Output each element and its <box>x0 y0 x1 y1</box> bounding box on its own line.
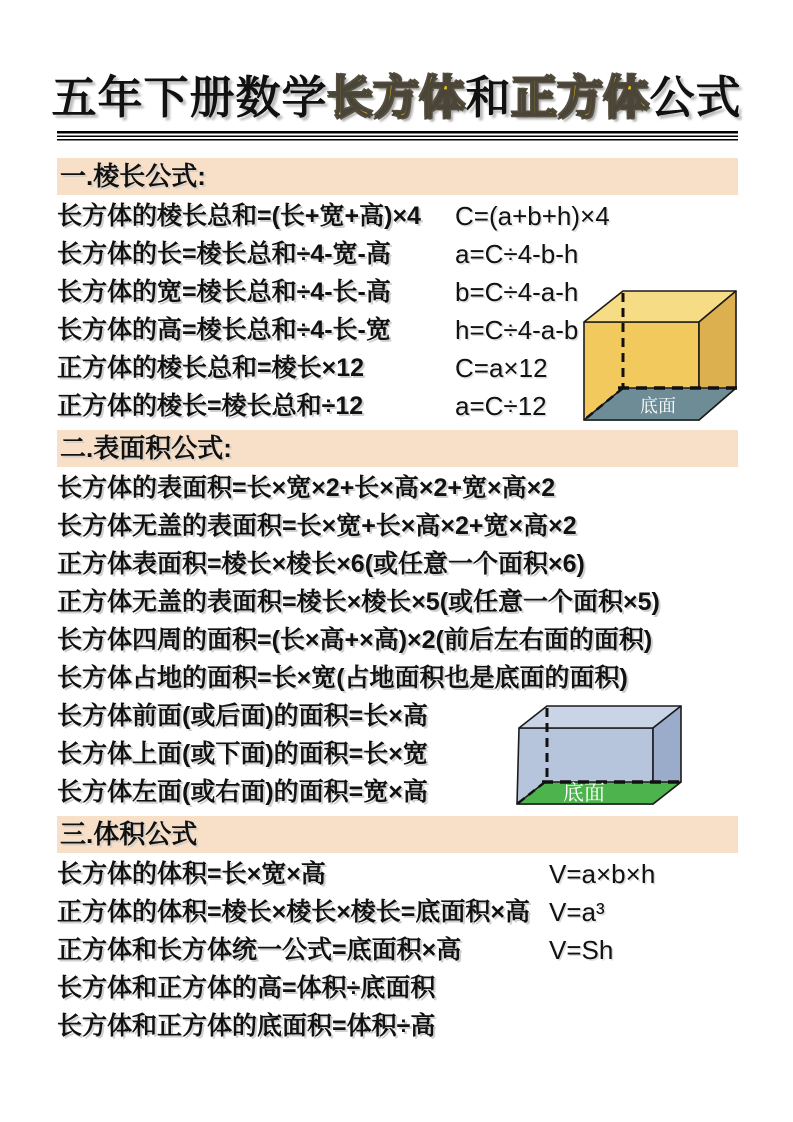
section-heading-surface-area: 二.表面积公式: <box>57 430 738 467</box>
formula-row <box>57 197 738 235</box>
formula-row <box>57 969 738 1007</box>
formula-symbolic: V=Sh <box>549 935 614 965</box>
formula-text: 正方体和长方体统一公式=底面积×高 <box>57 936 462 964</box>
volume-formula-list <box>57 855 738 1045</box>
title-prefix: 五年下册数学 <box>51 72 328 123</box>
cube-figure <box>578 284 740 426</box>
formula-row <box>57 1007 738 1045</box>
formula-symbolic: C=a×12 <box>455 353 548 383</box>
formula-row <box>57 469 738 507</box>
formula-text: 长方体的长=棱长总和÷4-宽-高 <box>57 240 391 268</box>
section-heading-volume: 三.体积公式 <box>57 816 738 853</box>
formula-text: 长方体和正方体的高=体积÷底面积 <box>57 974 436 1002</box>
formula-row <box>57 621 738 659</box>
formula-row <box>57 507 738 545</box>
prism-bottom-face-label: 底面 <box>563 782 605 805</box>
formula-symbolic: a=C÷12 <box>455 391 547 421</box>
formula-text: 正方体表面积=棱长×棱长×6(或任意一个面积×6) <box>57 550 585 578</box>
formula-row <box>57 545 738 583</box>
formula-text: 正方体的棱长=棱长总和÷12 <box>57 392 364 420</box>
formula-text: 长方体的棱长总和=(长+宽+高)×4 <box>57 202 421 230</box>
section-heading-edge-length: 一.棱长公式: <box>57 158 738 195</box>
title-highlight-cube: 正方体 <box>511 72 650 123</box>
formula-symbolic: V=a³ <box>549 897 605 927</box>
formula-text: 长方体无盖的表面积=长×宽+长×高×2+宽×高×2 <box>57 512 577 540</box>
formula-text: 长方体的表面积=长×宽×2+长×高×2+宽×高×2 <box>57 474 556 502</box>
formula-symbolic: b=C÷4-a-h <box>455 277 579 307</box>
formula-text: 长方体的体积=长×宽×高 <box>57 860 326 888</box>
formula-text: 正方体无盖的表面积=棱长×棱长×5(或任意一个面积×5) <box>57 588 660 616</box>
formula-row <box>57 583 738 621</box>
formula-text: 长方体占地的面积=长×宽(占地面积也是底面的面积) <box>57 664 628 692</box>
prism-figure <box>512 700 688 810</box>
formula-text: 长方体的高=棱长总和÷4-长-宽 <box>57 316 391 344</box>
formula-row <box>57 659 738 697</box>
title-highlight-cuboid: 长方体 <box>327 72 466 123</box>
formula-row <box>57 931 738 969</box>
cube-bottom-face-label: 底面 <box>640 396 676 416</box>
formula-text: 长方体四周的面积=(长×高+×高)×2(前后左右面的面积) <box>57 626 653 654</box>
page-title <box>0 72 793 124</box>
formula-symbolic: a=C÷4-b-h <box>455 239 579 269</box>
formula-row <box>57 235 738 273</box>
formula-text: 长方体和正方体的底面积=体积÷高 <box>57 1012 436 1040</box>
formula-text: 长方体左面(或右面)的面积=宽×高 <box>57 778 428 806</box>
formula-symbolic: V=a×b×h <box>549 859 656 889</box>
formula-row <box>57 893 738 931</box>
formula-text: 正方体的体积=棱长×棱长×棱长=底面积×高 <box>57 898 530 926</box>
formula-row <box>57 855 738 893</box>
title-and: 和 <box>465 72 512 123</box>
formula-symbolic: C=(a+b+h)×4 <box>455 201 610 231</box>
title-divider-rule <box>57 131 738 141</box>
formula-text: 长方体上面(或下面)的面积=长×宽 <box>57 740 428 768</box>
formula-text: 长方体的宽=棱长总和÷4-长-高 <box>57 278 391 306</box>
prism-figure-svg <box>512 700 688 810</box>
formula-symbolic: h=C÷4-a-b <box>455 315 579 345</box>
formula-text: 正方体的棱长总和=棱长×12 <box>57 354 365 382</box>
cube-figure-svg <box>578 284 740 426</box>
title-suffix: 公式 <box>649 72 742 123</box>
formula-text: 长方体前面(或后面)的面积=长×高 <box>57 702 428 730</box>
